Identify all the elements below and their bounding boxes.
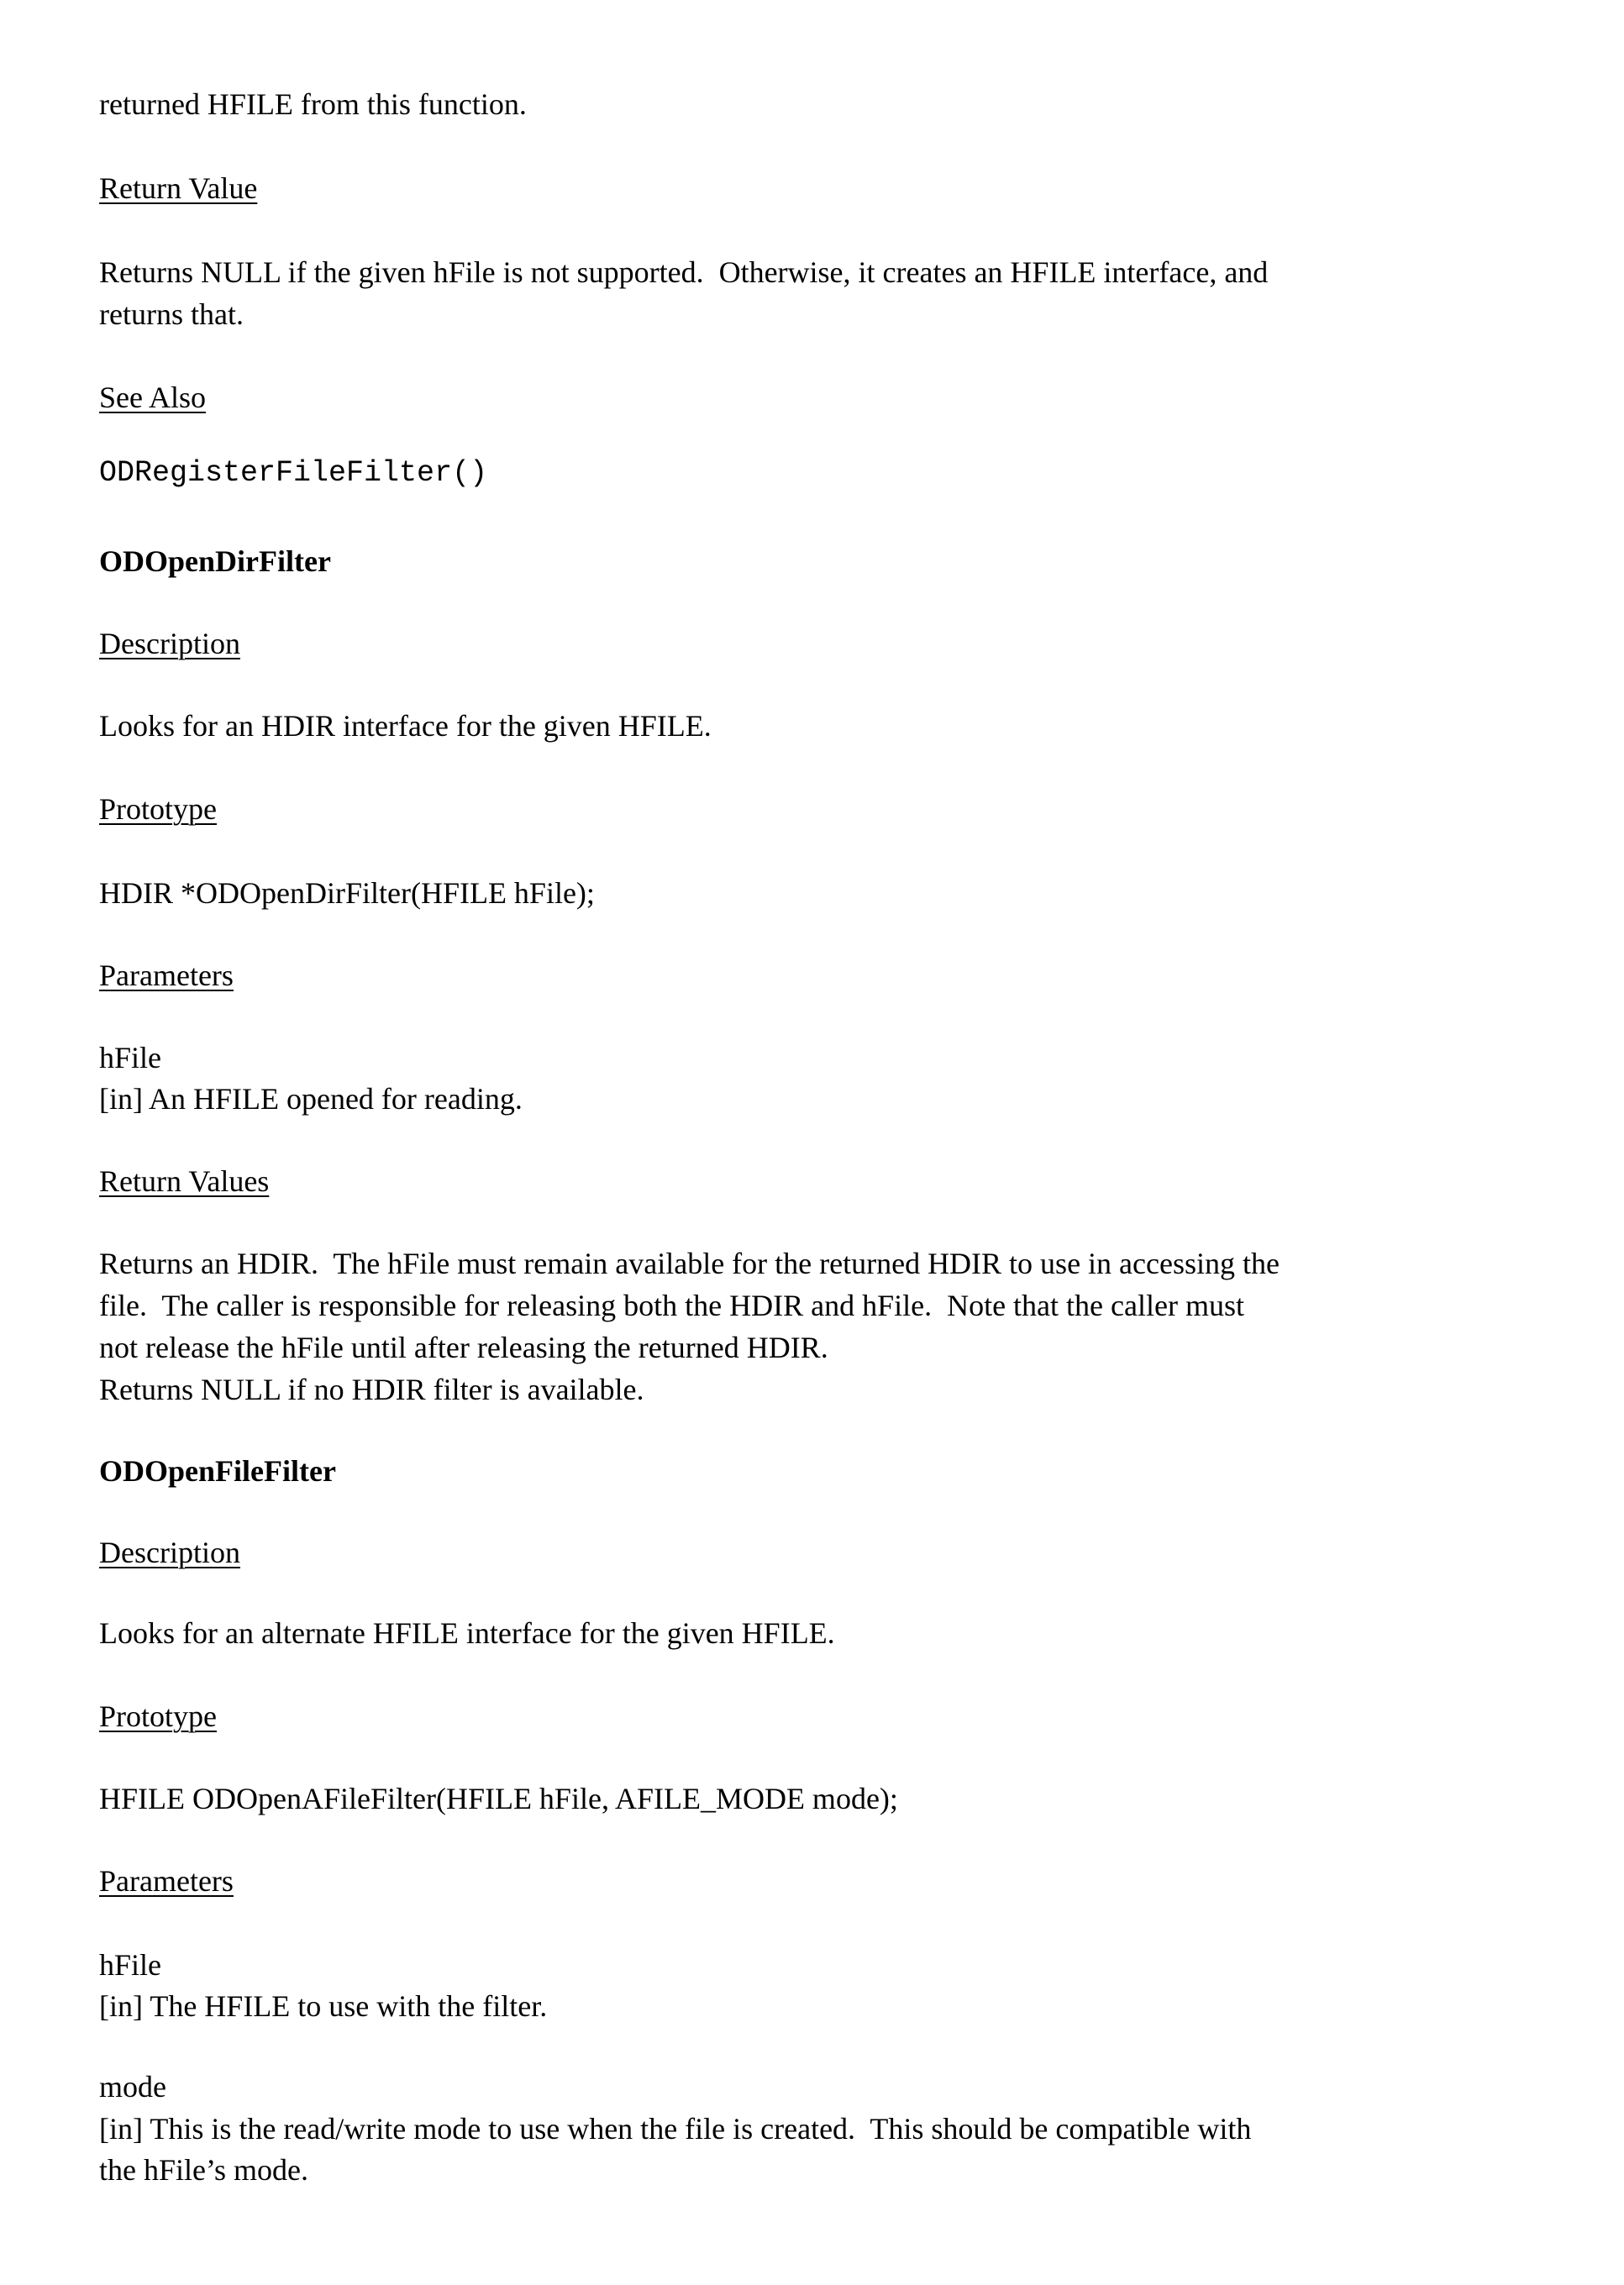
prototype-heading: Prototype — [99, 792, 217, 826]
return-values-text-line-1: Returns an HDIR. The hFile must remain available for the returned HDIR to use in accessing the — [99, 1247, 1280, 1280]
description-text: Looks for an HDIR interface for the given HFILE. — [99, 709, 712, 743]
parameters-heading: Parameters — [99, 1864, 234, 1898]
parameters-heading: Parameters — [99, 959, 234, 992]
description-heading: Description — [99, 1536, 240, 1569]
return-value-heading: Return Value — [99, 171, 258, 205]
parameter-description-hfile: [in] The HFILE to use with the filter. — [99, 1989, 548, 2023]
parameter-description-hfile: [in] An HFILE opened for reading. — [99, 1082, 523, 1116]
return-values-text-line-4: Returns NULL if no HDIR filter is available. — [99, 1373, 644, 1406]
see-also-heading: See Also — [99, 381, 207, 414]
parameter-name-hfile: hFile — [99, 1948, 162, 1982]
parameter-description-mode-line-1: [in] This is the read/write mode to use when the file is created. This should be compatible with — [99, 2112, 1252, 2146]
prototype-signature: HFILE ODOpenAFileFilter(HFILE hFile, AFILE_MODE mode); — [99, 1782, 898, 1815]
parameter-name-hfile: hFile — [99, 1041, 162, 1074]
parameter-name-mode: mode — [99, 2070, 166, 2104]
function-title-odopendirfilter: ODOpenDirFilter — [99, 544, 331, 578]
return-values-text-line-3: not release the hFile until after releasing the returned HDIR. — [99, 1331, 828, 1364]
return-value-text-line-1: Returns NULL if the given hFile is not supported. Otherwise, it creates an HFILE interface, and — [99, 255, 1269, 289]
return-values-heading: Return Values — [99, 1164, 270, 1198]
intro-continuation-text: returned HFILE from this function. — [99, 87, 527, 121]
description-heading: Description — [99, 627, 240, 660]
see-also-code-reference: ODRegisterFileFilter() — [99, 456, 488, 490]
return-values-text-line-2: file. The caller is responsible for releasing both the HDIR and hFile. Note that the caller must — [99, 1289, 1244, 1322]
prototype-heading: Prototype — [99, 1699, 217, 1733]
description-text: Looks for an alternate HFILE interface for the given HFILE. — [99, 1616, 835, 1650]
return-value-text-line-2: returns that. — [99, 297, 244, 331]
parameter-description-mode-line-2: the hFile’s mode. — [99, 2153, 308, 2187]
prototype-signature: HDIR *ODOpenDirFilter(HFILE hFile); — [99, 876, 595, 910]
function-title-odopenfilefilter: ODOpenFileFilter — [99, 1454, 336, 1488]
